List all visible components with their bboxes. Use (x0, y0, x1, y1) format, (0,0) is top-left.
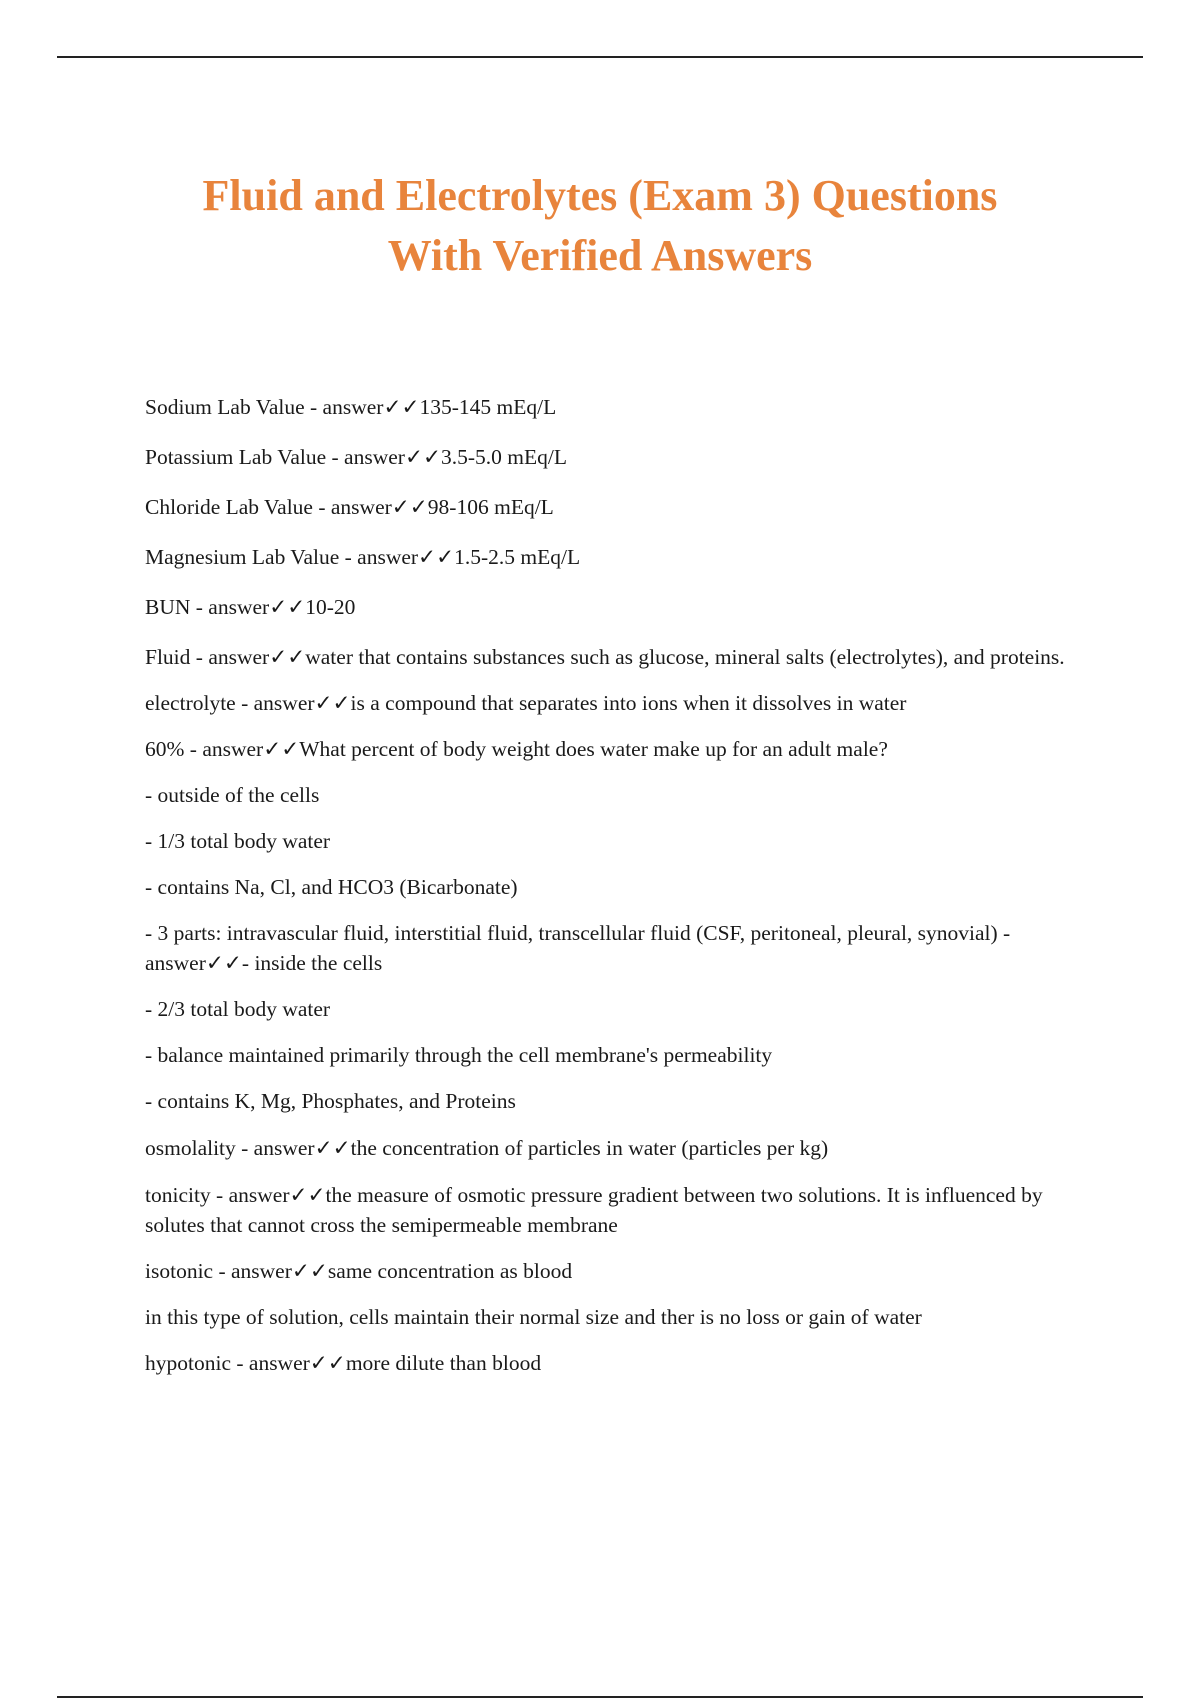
qa-entry-isotonic-detail: in this type of solution, cells maintain their normal size and ther is no loss or gain of water (145, 1305, 922, 1329)
qa-entry-fluid: Fluid - answer✓✓water that contains substances such as glucose, mineral salts (electrolytes), and proteins. (145, 645, 1065, 669)
qa-entry-electrolyte: electrolyte - answer✓✓is a compound that separates into ions when it dissolves in water (145, 691, 907, 715)
title-line-2: With Verified Answers (387, 231, 813, 280)
qa-entry-osmolality: osmolality - answer✓✓the concentration of particles in water (particles per kg) (145, 1136, 829, 1160)
qa-entry-potassium: Potassium Lab Value - answer✓✓3.5-5.0 mEq/L (145, 445, 567, 469)
list-item: - balance maintained primarily through the cell membrane's permeability (145, 1043, 773, 1067)
list-item: - contains K, Mg, Phosphates, and Proteins (145, 1089, 516, 1113)
qa-entry-hypotonic: hypotonic - answer✓✓more dilute than blood (145, 1351, 542, 1375)
list-item: - contains Na, Cl, and HCO3 (Bicarbonate) (145, 875, 518, 899)
qa-entry-bun: BUN - answer✓✓10-20 (145, 595, 356, 619)
qa-entry-isotonic: isotonic - answer✓✓same concentration as blood (145, 1259, 573, 1283)
qa-entry-tonicity: tonicity - answer✓✓the measure of osmotic pressure gradient between two solutions. It is influenced by solutes that cannot cross the semipermeable membrane (145, 1183, 1043, 1237)
qa-entry-ecf-icf: - 3 parts: intravascular fluid, interstitial fluid, transcellular fluid (CSF, peritoneal, pleural, synovial) - answer✓✓- inside the cells (145, 921, 1011, 975)
qa-entry-magnesium: Magnesium Lab Value - answer✓✓1.5-2.5 mEq/L (145, 545, 581, 569)
qa-entry-chloride: Chloride Lab Value - answer✓✓98-106 mEq/L (145, 495, 554, 519)
bottom-rule (57, 1696, 1143, 1698)
top-rule (57, 56, 1143, 58)
qa-entry-sodium: Sodium Lab Value - answer✓✓135-145 mEq/L (145, 395, 557, 419)
qa-list (145, 392, 1095, 1378)
title-line-1: Fluid and Electrolytes (Exam 3) Questions (202, 171, 998, 220)
list-item: - 2/3 total body water (145, 997, 331, 1021)
qa-entry-water-percent: 60% - answer✓✓What percent of body weight does water make up for an adult male? (145, 737, 888, 761)
list-item: - outside of the cells (145, 783, 320, 807)
document-title (100, 166, 1100, 286)
list-item: - 1/3 total body water (145, 829, 331, 853)
